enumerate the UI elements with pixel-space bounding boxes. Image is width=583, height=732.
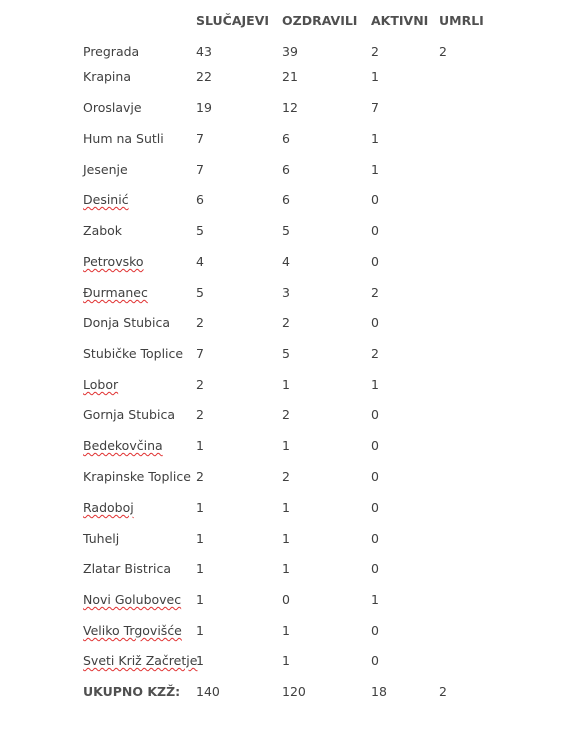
table-header (0, 11, 583, 31)
table-row (0, 498, 583, 518)
place-name: Krapina (83, 69, 131, 84)
place-name: Pregrada (83, 44, 140, 59)
active-value: 2 (371, 346, 379, 361)
total-recovered: 120 (282, 684, 306, 699)
total-cases: 140 (196, 684, 220, 699)
cases-value: 2 (196, 315, 204, 330)
recovered-value: 6 (282, 131, 290, 146)
place-name: Zabok (83, 223, 123, 238)
recovered-value: 1 (282, 377, 290, 392)
cases-value: 5 (196, 285, 204, 300)
cases-value: 19 (196, 100, 212, 115)
cases-value: 7 (196, 131, 204, 146)
cases-value: 2 (196, 407, 204, 422)
table-row (0, 621, 583, 641)
table-row (0, 98, 583, 118)
active-value: 0 (371, 469, 379, 484)
active-value: 0 (371, 192, 379, 207)
active-value: 0 (371, 500, 379, 515)
active-value: 0 (371, 653, 379, 668)
active-value: 0 (371, 223, 379, 238)
recovered-value: 3 (282, 285, 290, 300)
table-row (0, 221, 583, 241)
table-row (0, 467, 583, 487)
cases-value: 7 (196, 162, 204, 177)
cases-value: 43 (196, 44, 212, 59)
table-row (0, 529, 583, 549)
total-active: 18 (371, 684, 387, 699)
cases-value: 7 (196, 346, 204, 361)
recovered-value: 5 (282, 223, 290, 238)
cases-value: 1 (196, 623, 204, 638)
cases-value: 22 (196, 69, 212, 84)
place-name: Gornja Stubica (83, 407, 175, 422)
active-value: 0 (371, 254, 379, 269)
active-value: 1 (371, 162, 379, 177)
place-name: Jesenje (83, 162, 128, 177)
cases-value: 1 (196, 500, 204, 515)
place-name: Krapinske Toplice (83, 469, 191, 484)
table-row (0, 67, 583, 87)
active-value: 0 (371, 531, 379, 546)
place-name: Oroslavje (83, 100, 142, 115)
header-cases: SLUČAJEVI (196, 13, 270, 28)
cases-value: 1 (196, 531, 204, 546)
place-name: Hum na Sutli (83, 131, 164, 146)
table-row (0, 651, 583, 671)
table-row (0, 375, 583, 395)
active-value: 0 (371, 315, 379, 330)
total-row (0, 682, 583, 702)
recovered-value: 12 (282, 100, 298, 115)
active-value: 0 (371, 438, 379, 453)
recovered-value: 0 (282, 592, 290, 607)
place-name: Novi Golubovec (83, 592, 182, 607)
table-row (0, 283, 583, 303)
table-row (0, 344, 583, 364)
place-name: Tuhelj (83, 531, 120, 546)
active-value: 1 (371, 592, 379, 607)
recovered-value: 1 (282, 438, 290, 453)
active-value: 0 (371, 407, 379, 422)
recovered-value: 1 (282, 561, 290, 576)
recovered-value: 2 (282, 407, 290, 422)
header-recovered: OZDRAVILI (282, 13, 358, 28)
recovered-value: 1 (282, 653, 290, 668)
table-row (0, 42, 583, 62)
table-row (0, 590, 583, 610)
recovered-value: 4 (282, 254, 290, 269)
place-name: Petrovsko (83, 254, 144, 269)
active-value: 0 (371, 561, 379, 576)
cases-value: 1 (196, 592, 204, 607)
place-name: Zlatar Bistrica (83, 561, 171, 576)
header-active: AKTIVNI (371, 13, 429, 28)
table-row (0, 436, 583, 456)
recovered-value: 21 (282, 69, 298, 84)
place-name: Lobor (83, 377, 119, 392)
table-row (0, 129, 583, 149)
place-name: Đurmanec (83, 285, 148, 300)
cases-value: 2 (196, 377, 204, 392)
recovered-value: 5 (282, 346, 290, 361)
cases-value: 5 (196, 223, 204, 238)
table-row (0, 313, 583, 333)
cases-value: 1 (196, 438, 204, 453)
place-name: Donja Stubica (83, 315, 170, 330)
recovered-value: 1 (282, 531, 290, 546)
place-name: Desinić (83, 192, 129, 207)
table-row (0, 405, 583, 425)
total-deaths: 2 (439, 684, 447, 699)
header-deaths: UMRLI (439, 13, 484, 28)
active-value: 7 (371, 100, 379, 115)
cases-value: 1 (196, 561, 204, 576)
active-value: 1 (371, 69, 379, 84)
place-name: Sveti Križ Začretje (83, 653, 198, 668)
recovered-value: 6 (282, 192, 290, 207)
table-row (0, 160, 583, 180)
active-value: 0 (371, 623, 379, 638)
recovered-value: 39 (282, 44, 298, 59)
active-value: 2 (371, 285, 379, 300)
table-row (0, 559, 583, 579)
cases-value: 2 (196, 469, 204, 484)
recovered-value: 1 (282, 500, 290, 515)
active-value: 2 (371, 44, 379, 59)
recovered-value: 2 (282, 315, 290, 330)
table-row (0, 252, 583, 272)
table-row (0, 190, 583, 210)
active-value: 1 (371, 377, 379, 392)
total-label: UKUPNO KZŽ: (83, 684, 181, 699)
cases-value: 1 (196, 653, 204, 668)
deaths-value: 2 (439, 44, 447, 59)
place-name: Radoboj (83, 500, 134, 515)
place-name: Stubičke Toplice (83, 346, 184, 361)
place-name: Bedekovčina (83, 438, 163, 453)
recovered-value: 6 (282, 162, 290, 177)
active-value: 1 (371, 131, 379, 146)
recovered-value: 2 (282, 469, 290, 484)
recovered-value: 1 (282, 623, 290, 638)
cases-value: 4 (196, 254, 204, 269)
place-name: Veliko Trgovišće (83, 623, 182, 638)
cases-value: 6 (196, 192, 204, 207)
